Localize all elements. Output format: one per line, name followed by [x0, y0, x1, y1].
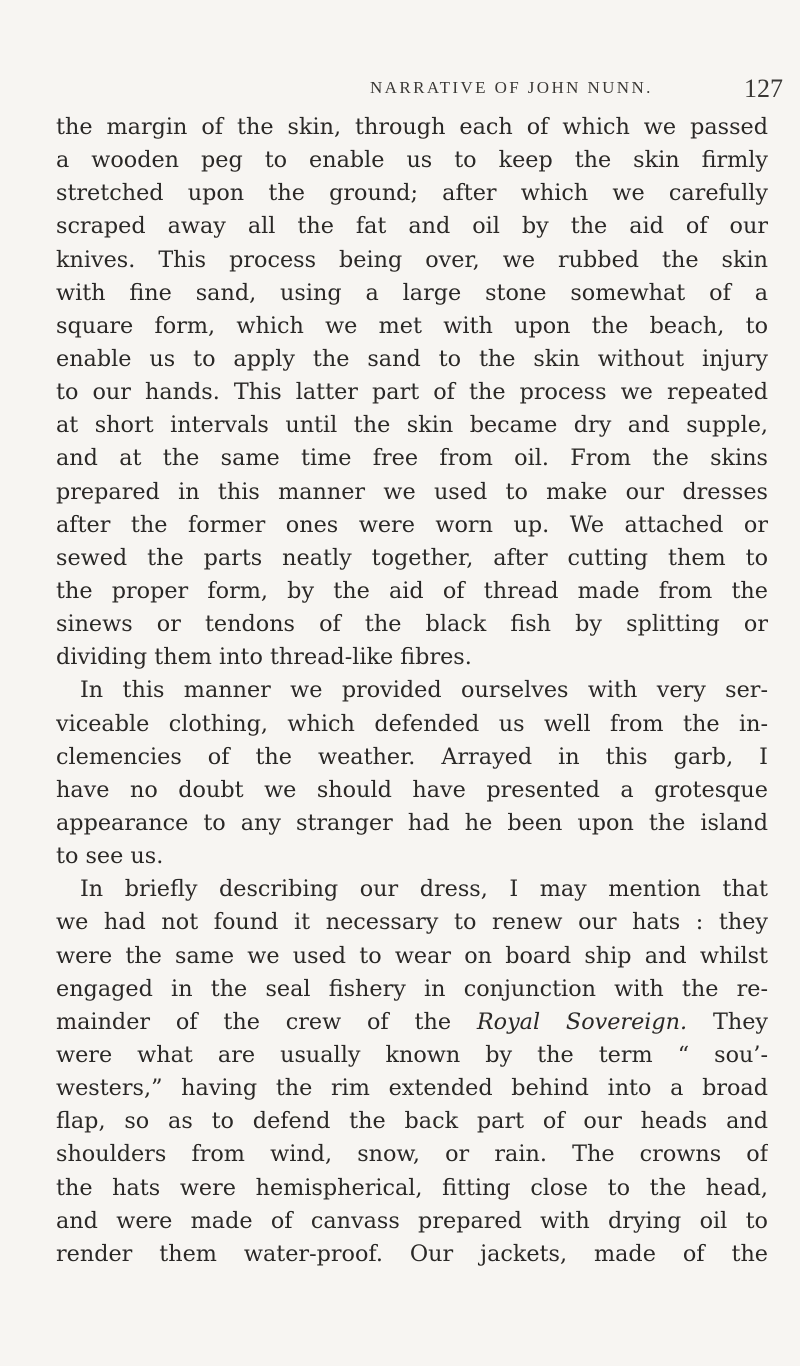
text-line: at short intervals until the skin became dry and supple, [56, 412, 768, 439]
text-line: enable us to apply the sand to the skin without injury [56, 345, 768, 372]
text-line: prepared in this manner we used to make our dresses [56, 478, 768, 505]
text-line: In this manner we provided ourselves with very ser- [80, 677, 768, 704]
text-line: were what are usually known by the term “ sou’- [56, 1041, 768, 1068]
text-line: knives. This process being over, we rubbed the skin [56, 246, 768, 273]
text-line: a wooden peg to enable us to keep the skin firmly [56, 147, 768, 174]
text-line: viceable clothing, which defended us well from the in- [56, 710, 768, 737]
text-line: we had not found it necessary to renew our hats : they [56, 909, 768, 936]
text-line: have no doubt we should have presented a grotesque [56, 776, 768, 803]
body-text [56, 111, 768, 1271]
text-line: flap, so as to defend the back part of our heads and [56, 1108, 768, 1135]
text-line: square form, which we met with upon the beach, to [56, 312, 768, 339]
page-number: 127 [744, 74, 783, 103]
text-line: clemencies of the weather. Arrayed in this garb, I [56, 743, 768, 770]
text-line: the hats were hemispherical, fitting close to the head, [56, 1174, 768, 1201]
text-line: after the former ones were worn up. We attached or [56, 511, 768, 538]
running-header: NARRATIVE OF JOHN NUNN. [370, 78, 653, 97]
ship-line-after: They [712, 1008, 768, 1035]
text-line: scraped away all the fat and oil by the aid of our [56, 213, 768, 240]
text-line: dividing them into thread-like fibres. [56, 644, 472, 671]
text-line: In briefly describing our dress, I may mention that [80, 876, 768, 903]
text-line: stretched upon the ground; after which we carefully [56, 180, 768, 207]
text-line: sinews or tendons of the black fish by splitting or [56, 611, 768, 638]
text-line: with fine sand, using a large stone somewhat of a [56, 279, 768, 306]
text-line: the margin of the skin, through each of which we passed [56, 114, 768, 140]
ship-line-before: mainder of the crew of the [56, 1008, 452, 1035]
text-line: render them water-proof. Our jackets, made of the [56, 1240, 768, 1267]
text-line: shoulders from wind, snow, or rain. The crowns of [56, 1141, 768, 1168]
text-line: were the same we used to wear on board ship and whilst [56, 942, 768, 969]
text-line: appearance to any stranger had he been upon the island [56, 809, 768, 836]
text-line: to our hands. This latter part of the process we repeated [56, 379, 768, 406]
text-line: engaged in the seal fishery in conjunction with the re- [56, 975, 768, 1002]
text-line: and at the same time free from oil. From the skins [56, 445, 768, 472]
text-line: the proper form, by the aid of thread made from the [56, 577, 768, 604]
text-line: and were made of canvass prepared with drying oil to [56, 1207, 768, 1234]
text-line-ship [56, 1006, 768, 1039]
text-line: sewed the parts neatly together, after cutting them to [56, 544, 768, 571]
text-line: westers,” having the rim extended behind into a broad [56, 1075, 768, 1102]
ship-name: Royal Sovereign. [476, 1008, 688, 1035]
text-line: to see us. [56, 843, 164, 870]
